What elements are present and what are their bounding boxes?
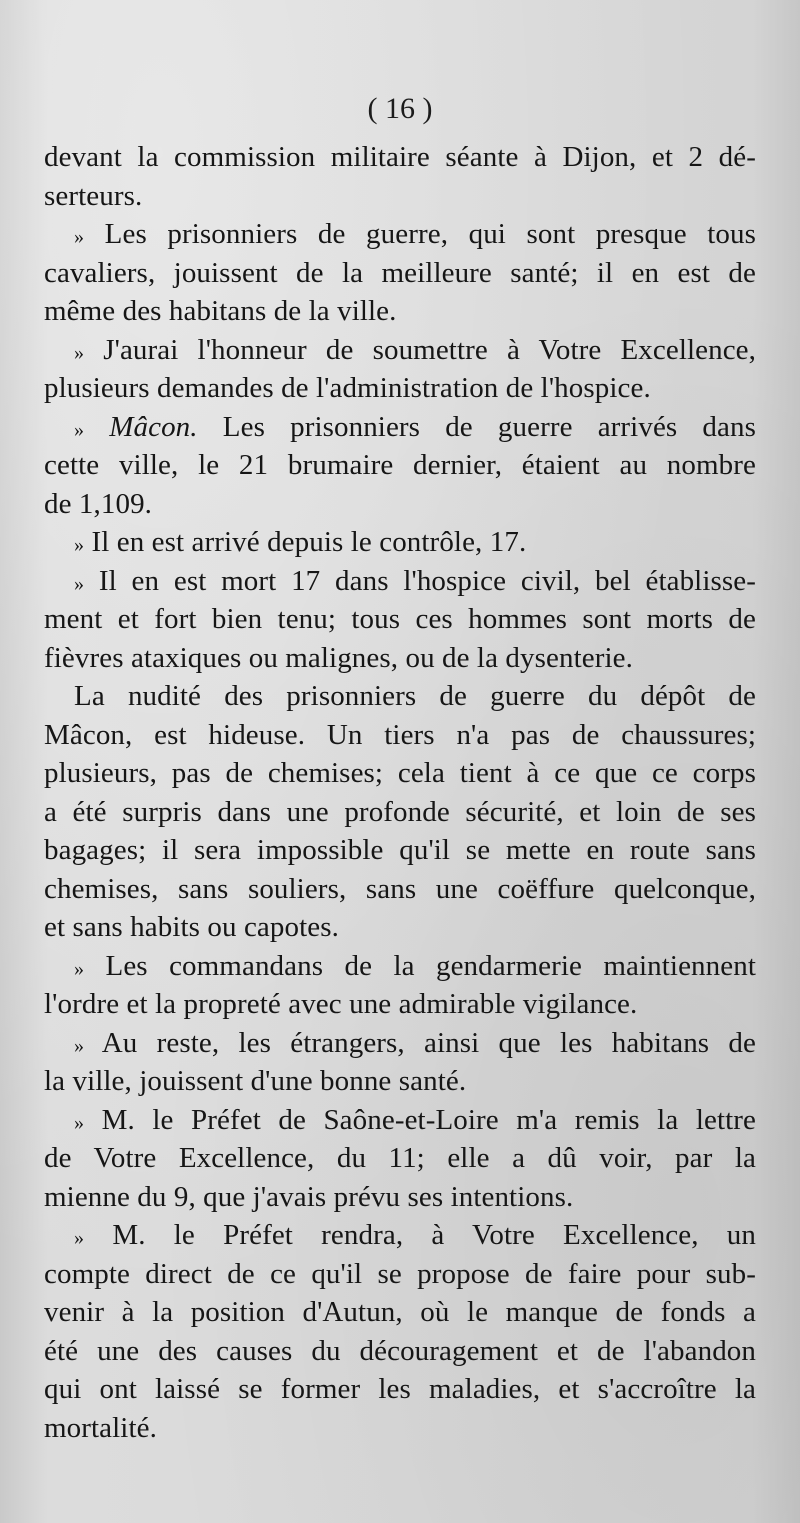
quote-mark: »	[74, 1111, 85, 1134]
text-line	[44, 793, 756, 832]
line-text: Il en est arrivé depuis le contrôle, 17.	[91, 526, 527, 558]
line-text: devant la commission militaire séante à Dijon, et 2 dé-	[44, 141, 756, 173]
line-text: J'aurai l'honneur de soumettre à Votre Excellence,	[103, 333, 756, 366]
line-text: cavaliers, jouissent de la meilleure santé; il en est de	[44, 256, 756, 289]
text-line	[44, 1062, 756, 1101]
line-text: venir à la position d'Autun, où le manque de fonds a	[44, 1296, 756, 1328]
text-line	[44, 177, 756, 216]
line-text: plusieurs demandes de l'administration de l'hospice.	[44, 372, 651, 404]
text-line	[44, 1332, 756, 1371]
quote-mark: »	[74, 418, 85, 441]
line-text: mienne du 9, que j'avais prévu ses intentions.	[44, 1180, 574, 1213]
line-text: de Votre Excellence, du 11; elle a dû voir, par la	[44, 1142, 756, 1174]
text-line	[44, 677, 756, 716]
text-line	[44, 985, 756, 1024]
line-text: la ville, jouissent d'une bonne santé.	[44, 1065, 467, 1097]
line-text: cette ville, le 21 brumaire dernier, étaient au nombre	[44, 449, 756, 481]
text-line	[44, 639, 756, 678]
text-line	[44, 446, 756, 485]
line-text: a été surpris dans une profonde sécurité, et loin de ses	[44, 795, 756, 828]
place-name: Mâcon.	[109, 410, 198, 443]
text-line	[44, 908, 756, 947]
text-line	[44, 831, 756, 870]
line-text: Au reste, les étrangers, ainsi que les habitans de	[101, 1026, 757, 1059]
quote-mark: »	[74, 572, 85, 595]
text-line	[44, 947, 756, 986]
line-text: Les prisonniers de guerre arrivés dans	[222, 410, 756, 443]
text-line	[44, 254, 756, 293]
text-line	[44, 1216, 756, 1255]
line-text: compte direct de ce qu'il se propose de faire pour sub-	[44, 1257, 756, 1290]
line-text: Il en est mort 17 dans l'hospice civil, bel établisse-	[98, 564, 757, 597]
line-text: fièvres ataxiques ou malignes, ou de la dysenterie.	[44, 641, 633, 674]
text-line	[44, 1178, 756, 1217]
line-text: et sans habits ou capotes.	[44, 911, 339, 943]
text-line	[44, 1255, 756, 1294]
text-line	[44, 369, 756, 408]
text-line	[44, 1024, 756, 1063]
line-text: La nudité des prisonniers de guerre du dépôt de	[74, 680, 756, 712]
text-line	[44, 215, 756, 254]
text-line	[44, 870, 756, 909]
text-line	[44, 1293, 756, 1332]
text-line	[44, 523, 756, 562]
text-line	[44, 754, 756, 793]
text-line	[44, 331, 756, 370]
text-line	[44, 1139, 756, 1178]
text-line	[44, 1370, 756, 1409]
text-line	[44, 138, 756, 177]
line-text: serteurs.	[44, 179, 143, 212]
line-text: qui ont laissé se former les maladies, et s'accroître la	[44, 1373, 756, 1405]
line-text: Mâcon, est hideuse. Un tiers n'a pas de chaussures;	[44, 718, 756, 751]
line-text: M. le Préfet rendra, à Votre Excellence, un	[112, 1219, 756, 1251]
quote-mark: »	[74, 957, 85, 980]
quote-mark: »	[74, 226, 85, 248]
quote-mark: »	[74, 341, 85, 364]
line-text: Les commandans de la gendarmerie maintiennent	[105, 949, 756, 982]
line-text: de 1,109.	[44, 487, 153, 520]
quote-mark: »	[74, 1227, 85, 1249]
line-text: chemises, sans souliers, sans une coëffure quelconque,	[44, 872, 756, 905]
text-line	[44, 716, 756, 755]
quote-mark: »	[74, 1034, 85, 1057]
quote-mark: »	[74, 534, 85, 556]
line-text: M. le Préfet de Saône-et-Loire m'a remis la lettre	[101, 1103, 756, 1136]
line-text: ment et fort bien tenu; tous ces hommes sont morts de	[44, 603, 756, 635]
line-text: bagages; il sera impossible qu'il se mette en route sans	[44, 834, 756, 866]
line-text: même des habitans de la ville.	[44, 295, 397, 327]
text-line	[44, 408, 756, 447]
body-text	[44, 138, 756, 1447]
page-number: ( 16 )	[367, 92, 433, 125]
line-text: plusieurs, pas de chemises; cela tient à ce que ce corps	[44, 757, 756, 789]
text-line	[44, 600, 756, 639]
text-line	[44, 1409, 756, 1448]
text-line	[44, 1101, 756, 1140]
line-text: mortalité.	[44, 1411, 157, 1444]
text-line	[44, 292, 756, 331]
line-text: été une des causes du découragement et de l'abandon	[44, 1334, 756, 1367]
text-line	[44, 485, 756, 524]
text-line	[44, 562, 756, 601]
line-text: Les prisonniers de guerre, qui sont presque tous	[104, 218, 756, 250]
line-text: l'ordre et la propreté avec une admirable vigilance.	[44, 988, 638, 1020]
